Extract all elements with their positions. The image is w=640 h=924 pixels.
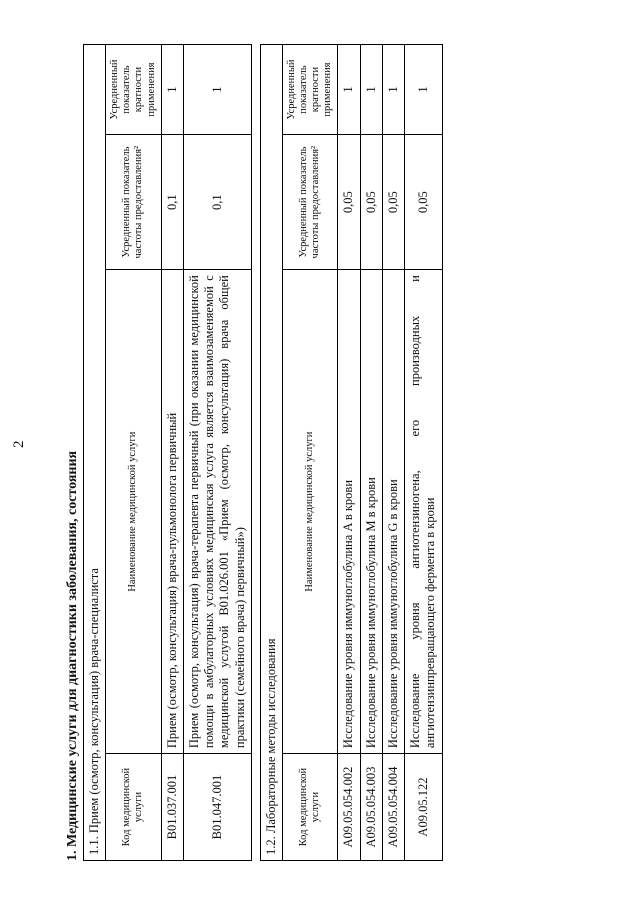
service-name: Исследование уровня иммуноглобулина A в крови	[338, 270, 360, 754]
section-heading: 1. Медицинские услуги для диагностики заболевания, состояния	[65, 450, 80, 861]
table-spacer	[252, 44, 260, 861]
multiplicity-value: 1	[183, 45, 251, 135]
table-caption: 1.2. Лабораторные методы исследования	[260, 45, 282, 861]
service-code: B01.047.001	[183, 754, 251, 861]
page-number: 2	[11, 440, 27, 448]
table-caption: 1.1. Прием (осмотр, консультация) врача-специалиста	[84, 45, 106, 861]
service-code: B01.037.001	[161, 754, 183, 861]
service-code: A09.05.054.004	[382, 754, 404, 861]
table-laboratory-methods	[260, 44, 443, 861]
multiplicity-value: 1	[338, 45, 360, 135]
header-multiplicity: Усредненный показатель кратности применения	[283, 45, 338, 135]
header-multiplicity: Усредненный показатель кратности применения	[106, 45, 161, 135]
header-name: Наименование медицинской услуги	[106, 270, 161, 754]
table-header-row	[283, 45, 338, 861]
header-frequency: Усредненный показатель частоты предоставления²	[283, 135, 338, 270]
service-name: Исследование уровня иммуноглобулина G в крови	[382, 270, 404, 754]
service-name: Прием (осмотр, консультация) врача-терапевта первичный (при оказании медицинской помощи в амбулаторных условиях медицинская услуга является взаимозаменяемой с медицинской услугой B01.026.001 «Прием (осмотр, консультация) врача общей практики (семейного врача) первичный»)	[183, 270, 251, 754]
service-code: A09.05.122	[405, 754, 443, 861]
frequency-value: 0,1	[183, 135, 251, 270]
table-row	[360, 45, 382, 861]
service-code: A09.05.054.003	[360, 754, 382, 861]
service-name: Исследование уровня иммуноглобулина M в крови	[360, 270, 382, 754]
header-name: Наименование медицинской услуги	[283, 270, 338, 754]
frequency-value: 0,05	[360, 135, 382, 270]
multiplicity-value: 1	[360, 45, 382, 135]
table-row	[183, 45, 251, 861]
header-code: Код медицинской услуги	[106, 754, 161, 861]
service-name: Прием (осмотр, консультация) врача-пульмонолога первичный	[161, 270, 183, 754]
rotated-content	[64, 40, 624, 865]
frequency-value: 0,1	[161, 135, 183, 270]
table-row	[405, 45, 443, 861]
header-frequency: Усредненный показатель частоты предоставления²	[106, 135, 161, 270]
service-code: A09.05.054.002	[338, 754, 360, 861]
multiplicity-value: 1	[161, 45, 183, 135]
table-specialist-visits	[83, 44, 252, 861]
multiplicity-value: 1	[405, 45, 443, 135]
table-header-row	[106, 45, 161, 861]
frequency-value: 0,05	[338, 135, 360, 270]
frequency-value: 0,05	[382, 135, 404, 270]
frequency-value: 0,05	[405, 135, 443, 270]
table-row	[382, 45, 404, 861]
service-name: Исследование уровня ангиотензиногена, его производных и ангиотензинпревращающего фермента в крови	[405, 270, 443, 754]
header-code: Код медицинской услуги	[283, 754, 338, 861]
multiplicity-value: 1	[382, 45, 404, 135]
table-row	[338, 45, 360, 861]
table-row	[161, 45, 183, 861]
